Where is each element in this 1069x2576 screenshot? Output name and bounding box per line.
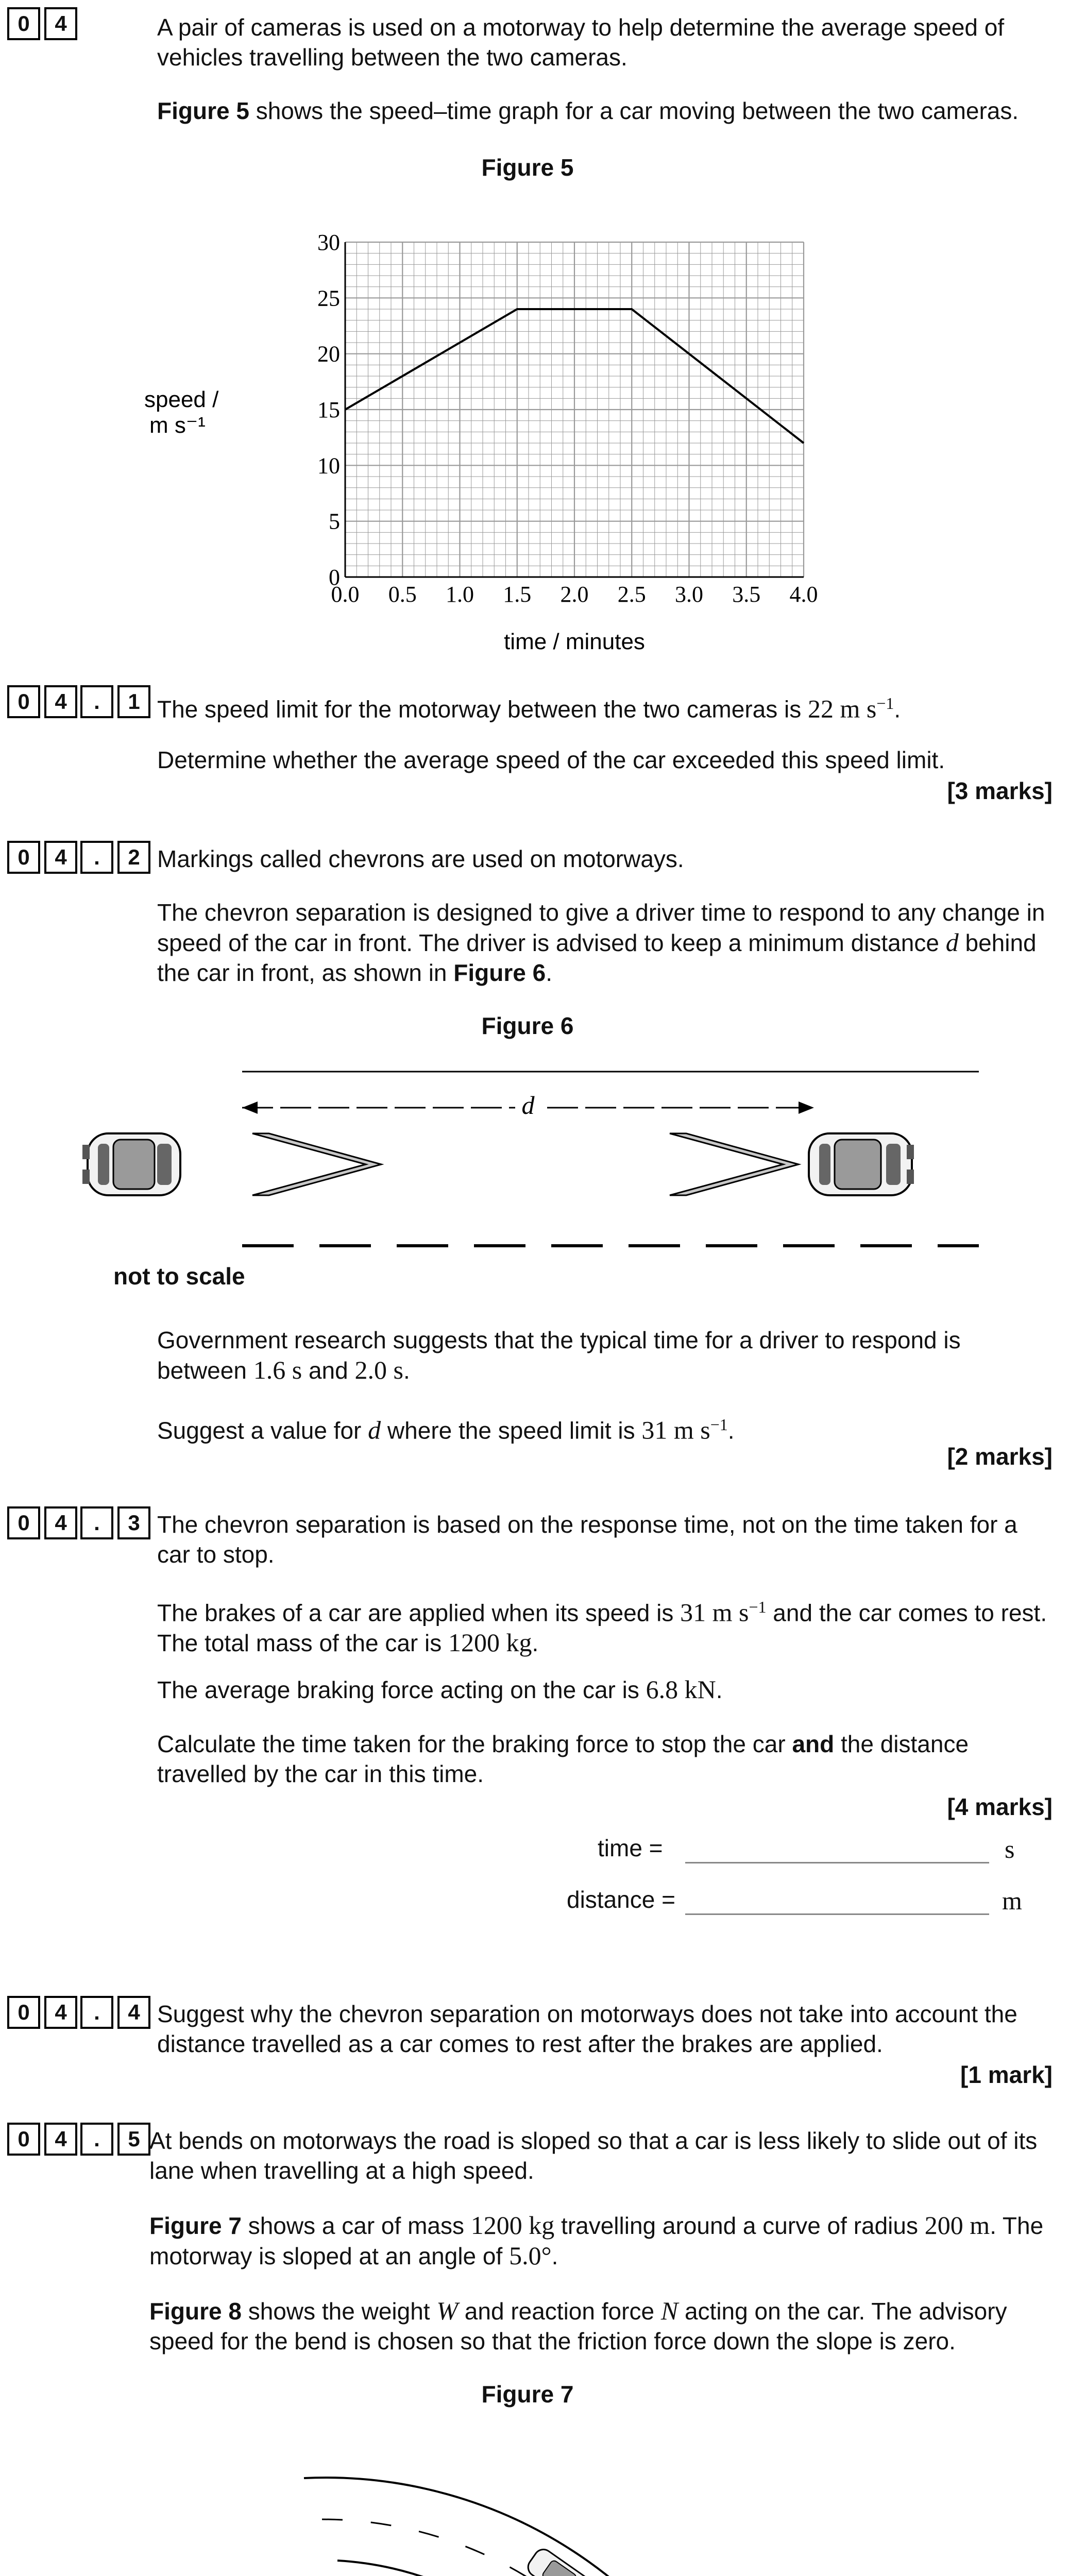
text-fragment: The speed limit for the motorway between the two cameras is bbox=[157, 696, 808, 723]
question-number-box: 0 4 . 5 bbox=[7, 2123, 155, 2156]
math-value: 31 m s bbox=[680, 1598, 749, 1627]
text-fragment: the distance travelled by the car in this time. bbox=[157, 1731, 969, 1787]
text-fragment: shows the weight bbox=[241, 2298, 437, 2325]
qbox-digit: 0 bbox=[7, 685, 40, 718]
x-tick-label: 1.5 bbox=[503, 582, 532, 607]
graph-grid bbox=[345, 242, 804, 577]
question-number-box: 0 4 . 2 bbox=[7, 841, 155, 874]
marks-label: [3 marks] bbox=[947, 777, 1053, 804]
math-variable: W bbox=[436, 2296, 459, 2325]
text-fragment: behind the car in front, as shown in bbox=[157, 929, 1037, 986]
text-fragment: . The motorway is sloped at an angle of bbox=[149, 2212, 1044, 2269]
x-axis-label: time / minutes bbox=[504, 629, 645, 654]
qbox-digit: 0 bbox=[7, 2123, 40, 2156]
x-tick-label: 0.0 bbox=[331, 582, 360, 607]
determine-text: Determine whether the average speed of the car exceeded this speed limit. bbox=[157, 747, 945, 773]
qbox-digit: 0 bbox=[7, 1996, 40, 2029]
qbox-digit: 4 bbox=[44, 685, 77, 718]
qbox-digit: 1 bbox=[117, 685, 150, 718]
math-variable: N bbox=[660, 2296, 678, 2325]
text-fragment: travelling around a curve of radius bbox=[554, 2212, 925, 2239]
figure5-ref-text: shows the speed–time graph for a car moving between the two cameras. bbox=[249, 97, 1019, 124]
text-fragment: where the speed limit is bbox=[381, 1417, 642, 1444]
math-value: 1200 kg bbox=[470, 2211, 555, 2240]
research-text bbox=[157, 1325, 1054, 1385]
distance-answer-label: distance = bbox=[567, 1886, 675, 1913]
x-tick-label: 4.0 bbox=[789, 582, 818, 607]
car-icon bbox=[524, 2546, 593, 2576]
y-tick-label: 30 bbox=[317, 230, 340, 255]
car-left-icon bbox=[82, 1133, 180, 1195]
calculate-text bbox=[157, 1729, 1054, 1789]
text-fragment: The brakes of a car are applied when its speed is bbox=[157, 1599, 681, 1626]
chevron-separation-paragraph bbox=[157, 897, 1054, 988]
text-fragment: . bbox=[546, 959, 553, 986]
figure7-description bbox=[149, 2210, 1056, 2271]
figure5-speed-time-graph bbox=[144, 206, 866, 659]
marks-label: [1 mark] bbox=[960, 2061, 1053, 2088]
figure6-title: Figure 6 bbox=[481, 1012, 574, 1039]
response-time-text: The chevron separation is based on the response time, not on the time taken for a car to stop. bbox=[157, 1511, 1017, 1568]
time-answer-field[interactable] bbox=[685, 1861, 989, 1863]
text-fragment: . bbox=[716, 1676, 723, 1703]
y-tick-label: 5 bbox=[329, 509, 340, 534]
math-value: 22 m s bbox=[808, 694, 877, 723]
speed-limit-text bbox=[157, 688, 1054, 724]
figure6-chevron-diagram bbox=[77, 1056, 1005, 1262]
text-fragment: The chevron separation is designed to give a driver time to respond to any change in speed of the car in front. The driver is advised to keep a minimum distance bbox=[157, 899, 1045, 956]
text-fragment: . bbox=[403, 1357, 410, 1384]
math-value: 2.0 s bbox=[354, 1355, 403, 1384]
chevron-suggest-text: Suggest why the chevron separation on motorways does not take into account the distance travelled as a car comes to rest after the brakes are applied. bbox=[157, 2001, 1017, 2057]
text-fragment: and the car comes to rest. The total mass of the car is bbox=[157, 1599, 1047, 1657]
figure7-curved-road bbox=[294, 2421, 809, 2576]
marks-label: [2 marks] bbox=[947, 1443, 1053, 1470]
qbox-digit: 2 bbox=[117, 841, 150, 874]
y-tick-label: 10 bbox=[317, 453, 340, 479]
time-answer-label: time = bbox=[598, 1835, 663, 1861]
math-value: 1200 kg bbox=[448, 1628, 532, 1657]
car-right-icon bbox=[809, 1133, 914, 1195]
question-number-box: 0 4 . 1 bbox=[7, 685, 155, 718]
y-tick-label: 0 bbox=[329, 565, 340, 590]
chevron-marking bbox=[670, 1133, 799, 1195]
math-exponent: −1 bbox=[876, 694, 894, 713]
text-fragment: Government research suggests that the typical time for a driver to respond is between bbox=[157, 1327, 961, 1384]
figure8-ref-bold: Figure 8 bbox=[149, 2298, 242, 2325]
qbox-digit: 0 bbox=[7, 7, 40, 40]
y-tick-label: 25 bbox=[317, 285, 340, 311]
question-number-box: 0 4 . 3 bbox=[7, 1506, 155, 1539]
math-variable: d bbox=[945, 928, 959, 957]
distance-unit: m bbox=[1002, 1886, 1022, 1915]
x-tick-label: 2.5 bbox=[617, 582, 646, 607]
y-tick-label: 20 bbox=[317, 341, 340, 367]
math-exponent: −1 bbox=[710, 1415, 728, 1434]
text-fragment: and reaction force bbox=[458, 2298, 661, 2325]
qbox-digit: 4 bbox=[44, 841, 77, 874]
lane-centre-dashes bbox=[322, 2519, 695, 2576]
suggest-d-text bbox=[157, 1410, 1054, 1445]
math-variable: d bbox=[368, 1415, 381, 1445]
figure5-title: Figure 5 bbox=[481, 154, 574, 181]
math-value: 200 m bbox=[924, 2211, 990, 2240]
figure5-ref-bold: Figure 5 bbox=[157, 97, 249, 124]
bends-text: At bends on motorways the road is sloped so that a car is less likely to slide out of its lane when travelling at a high speed. bbox=[149, 2127, 1038, 2184]
qbox-digit: 4 bbox=[44, 1506, 77, 1539]
math-value: 5.0° bbox=[509, 2241, 552, 2270]
braking-force-text bbox=[157, 1674, 1054, 1705]
figure5-reference bbox=[157, 96, 1054, 126]
not-to-scale-label: not to scale bbox=[113, 1263, 245, 1290]
time-unit: s bbox=[1005, 1835, 1015, 1863]
text-fragment: shows a car of mass bbox=[241, 2212, 471, 2239]
qbox-digit: 4 bbox=[44, 2123, 77, 2156]
qbox-digit: 5 bbox=[117, 2123, 150, 2156]
chevrons-text: Markings called chevrons are used on motorways. bbox=[157, 845, 684, 872]
y-axis-label-line2: m s⁻¹ bbox=[149, 413, 206, 438]
math-exponent: −1 bbox=[749, 1598, 767, 1616]
bold-and: and bbox=[792, 1731, 835, 1757]
y-axis-label-line1: speed / bbox=[144, 387, 219, 412]
brakes-text bbox=[157, 1592, 1054, 1658]
distance-answer-field[interactable] bbox=[685, 1912, 989, 1915]
x-tick-label: 3.5 bbox=[732, 582, 761, 607]
intro-text: A pair of cameras is used on a motorway to help determine the average speed of vehicles travelling between the two cameras. bbox=[157, 14, 1005, 71]
figure6-ref-bold: Figure 6 bbox=[453, 959, 546, 986]
x-tick-label: 2.0 bbox=[560, 582, 589, 607]
arrow-head-right bbox=[799, 1101, 814, 1114]
question-number-box: 0 4 . 4 bbox=[7, 1996, 155, 2029]
figure8-description bbox=[149, 2296, 1056, 2356]
graph-tick-labels bbox=[317, 230, 818, 607]
figure7-title: Figure 7 bbox=[481, 2381, 574, 2408]
qbox-digit: 0 bbox=[7, 841, 40, 874]
text-fragment: Calculate the time taken for the braking force to stop the car bbox=[157, 1731, 792, 1757]
qbox-digit: 4 bbox=[44, 7, 77, 40]
text-fragment: . bbox=[551, 2243, 558, 2269]
x-tick-label: 0.5 bbox=[388, 582, 417, 607]
text-fragment: acting on the car. The advisory speed for the bend is chosen so that the friction force down the slope is zero. bbox=[149, 2298, 1007, 2354]
math-value: 31 m s bbox=[641, 1415, 710, 1445]
qbox-digit: 4 bbox=[44, 1996, 77, 2029]
text-fragment: Suggest a value for bbox=[157, 1417, 368, 1444]
math-value: 1.6 s bbox=[253, 1355, 302, 1384]
math-value: 6.8 kN bbox=[646, 1675, 716, 1704]
qbox-digit: 4 bbox=[117, 1996, 150, 2029]
figure7-ref-bold: Figure 7 bbox=[149, 2212, 242, 2239]
text-fragment: . bbox=[894, 696, 901, 723]
question-number-box bbox=[7, 7, 81, 40]
chevron-marking bbox=[252, 1133, 381, 1195]
text-fragment: The average braking force acting on the car is bbox=[157, 1676, 646, 1703]
distance-d-label: d bbox=[521, 1091, 535, 1120]
text-fragment: . bbox=[727, 1417, 735, 1444]
text-fragment: . bbox=[532, 1630, 539, 1657]
arrow-head-left bbox=[242, 1101, 258, 1114]
y-tick-label: 15 bbox=[317, 397, 340, 422]
qbox-digit: 3 bbox=[117, 1506, 150, 1539]
qbox-digit: 0 bbox=[7, 1506, 40, 1539]
text-fragment: and bbox=[302, 1357, 355, 1384]
x-tick-label: 1.0 bbox=[446, 582, 474, 607]
marks-label: [4 marks] bbox=[947, 1793, 1053, 1820]
x-tick-label: 3.0 bbox=[675, 582, 703, 607]
